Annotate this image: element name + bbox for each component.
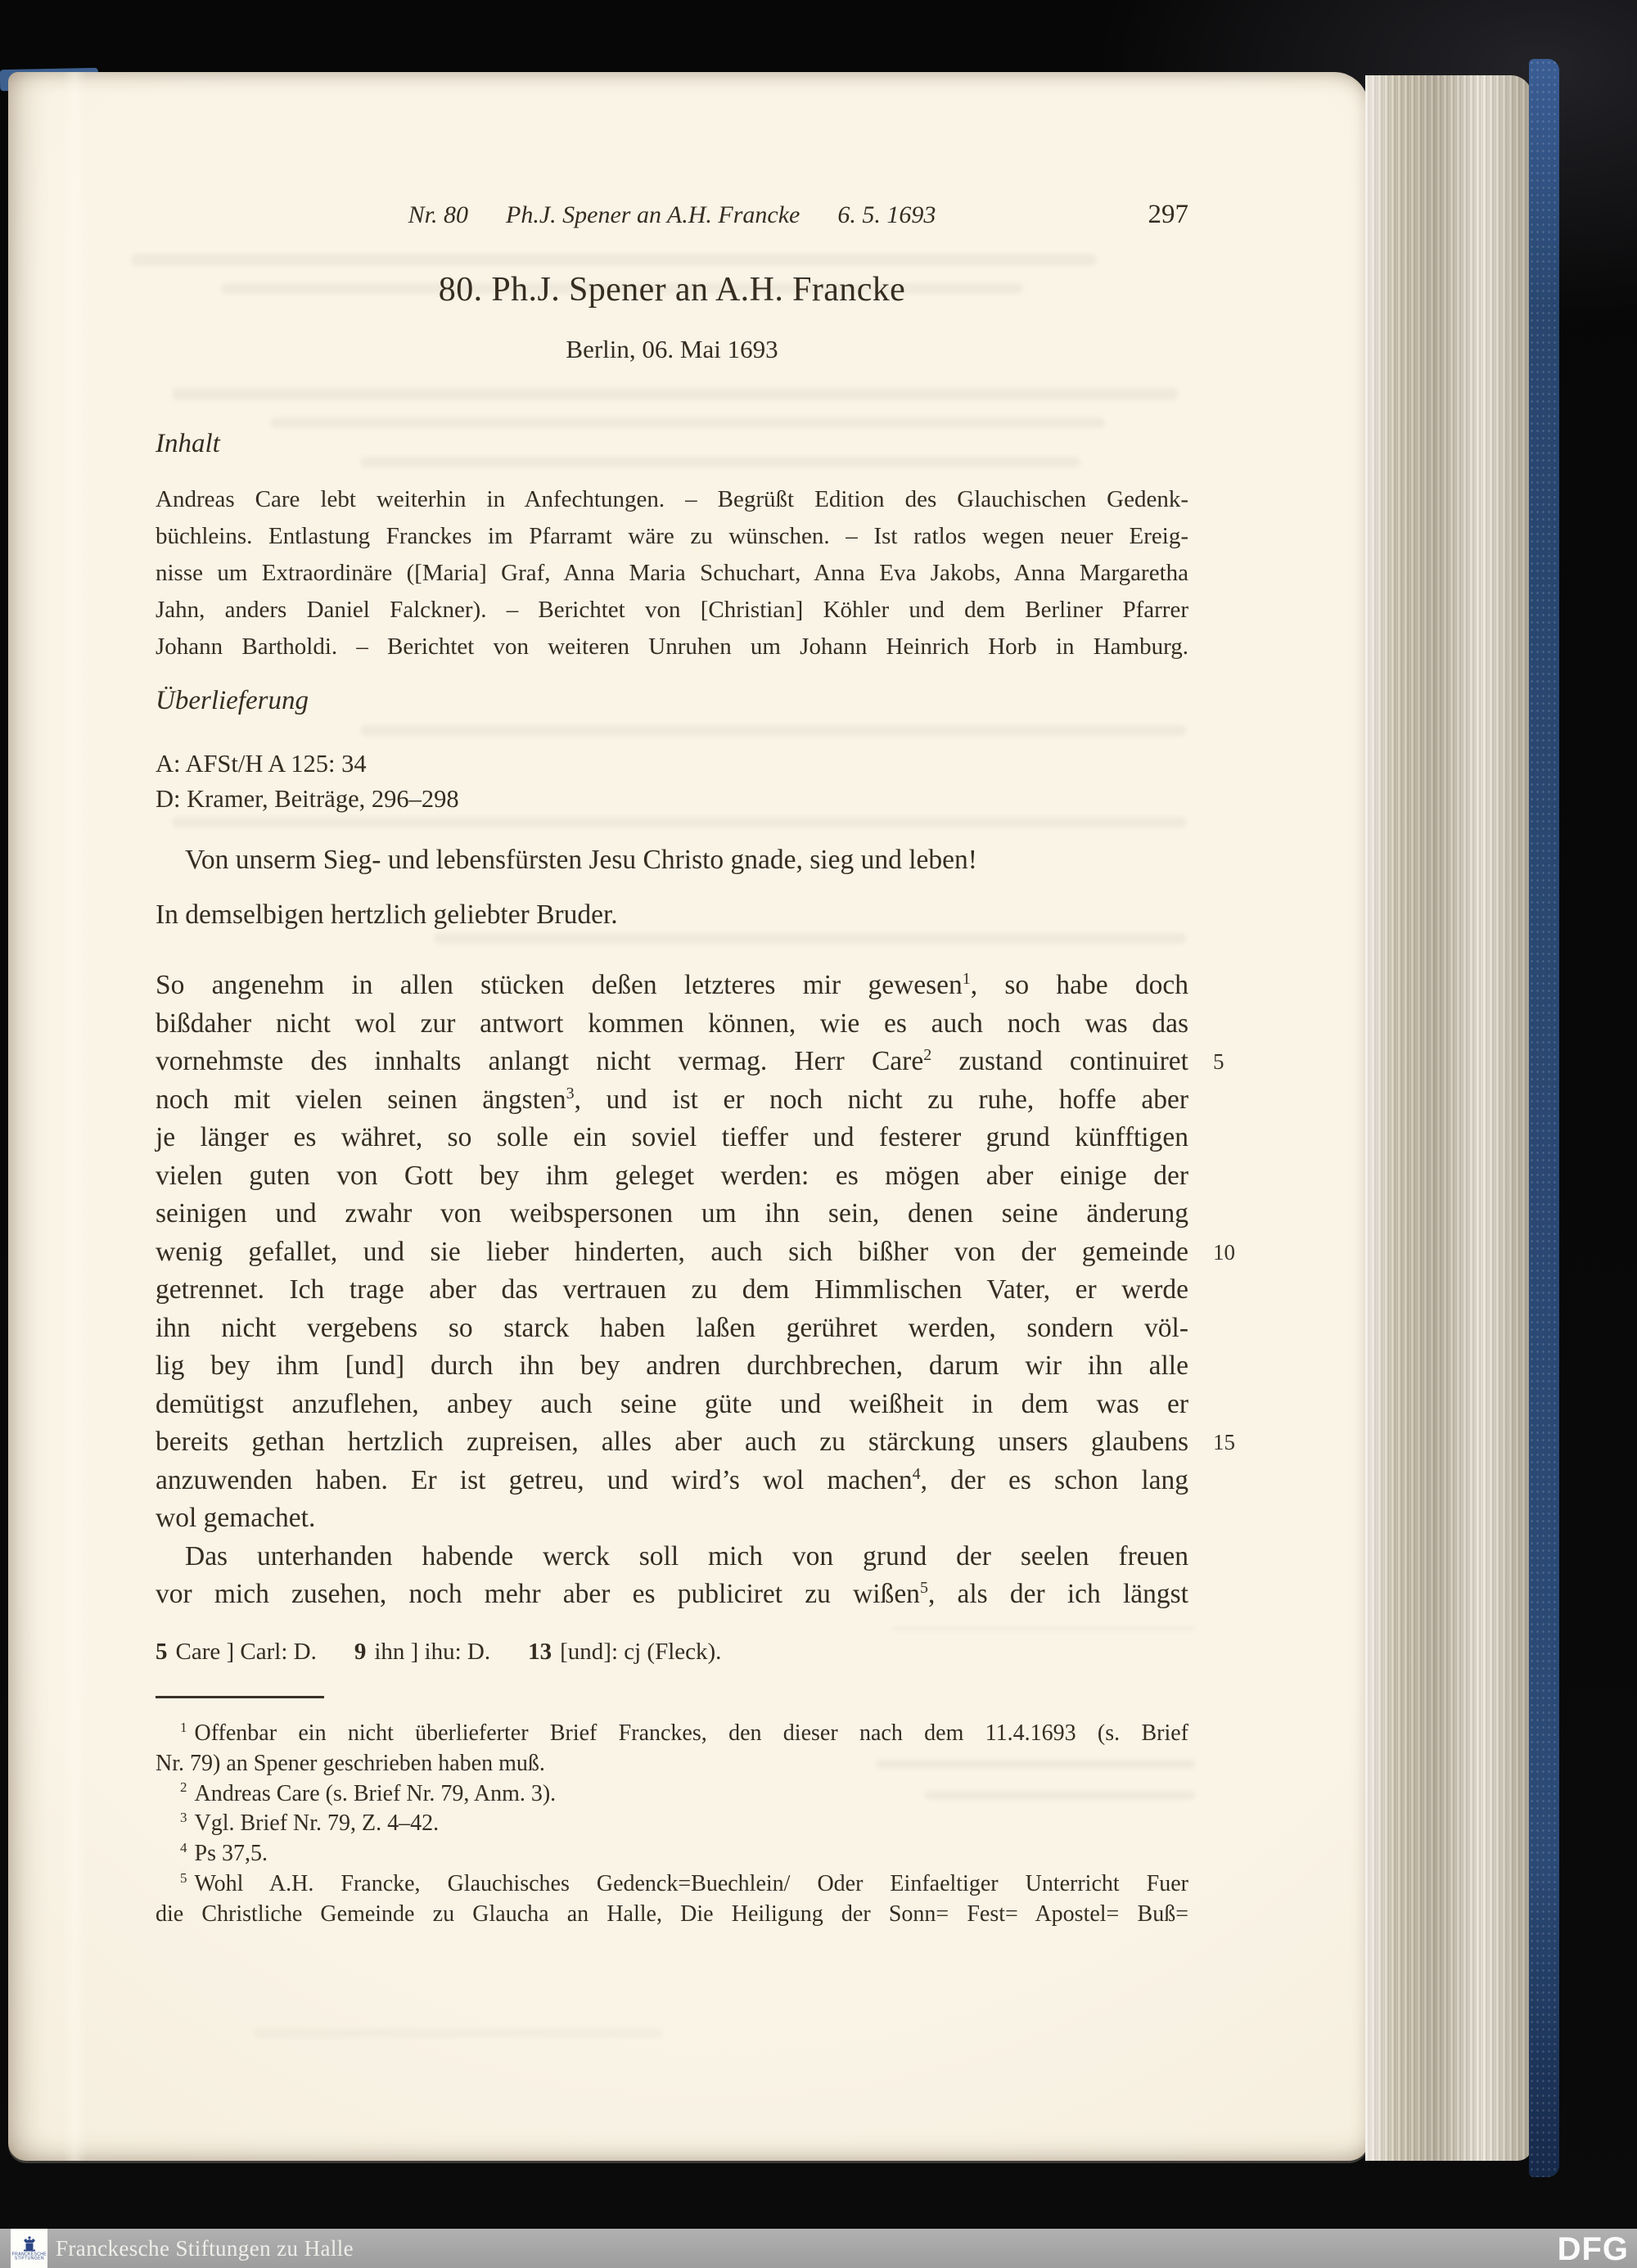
body-text-line: wol gemachet.	[156, 1503, 316, 1533]
footnote-line: $^1$ Offenbar ein nicht überlieferter Brief Franckes, den dieser nach dem 11.4.1693 (s. Brief	[180, 1719, 1188, 1746]
body-text-line: Das unterhanden habende werck soll mich von grund der seelen freuen	[185, 1540, 1188, 1571]
inhalt-line: Andreas Care lebt weiterhin in Anfechtungen. – Begrüßt Edition des Glauchischen Gedenk-	[156, 486, 1188, 512]
body-text-line: bißdaher nicht wol zur antwort kommen können, wie es auch noch was das	[156, 1008, 1188, 1039]
inhalt-line: nisse um Extraordinäre ([Maria] Graf, Anna Maria Schuchart, Anna Eva Jakobs, Anna Margaretha	[156, 560, 1188, 586]
bleed-through-line	[892, 1627, 1195, 1630]
running-head-date: 6. 5. 1693	[837, 201, 936, 228]
bleed-through-line	[360, 725, 1187, 736]
footnote-line: die Christliche Gemeinde zu Glaucha an Halle, Die Heiligung der Sonn= Fest= Apostel= Buß=	[156, 1901, 1188, 1927]
transmission-line: A: AFSt/H A 125: 34	[156, 750, 367, 778]
apparatus-line	[156, 1639, 1188, 1666]
dfg-logo: DFG	[1557, 2231, 1629, 2267]
bleed-through-line	[434, 933, 1187, 944]
logo-caption-line2: STIFTUNGEN	[14, 2257, 44, 2261]
body-text-line: noch mit vielen seinen ängsten$^3$, und ist er noch nicht zu ruhe, hoffe aber	[156, 1084, 1188, 1115]
body-text-line: anzuwenden haben. Er ist getreu, und wird’s wol machen$^4$, der es schon lang	[156, 1464, 1189, 1495]
viewer-bottom-bar	[0, 2229, 1637, 2268]
bleed-through-line	[131, 254, 1097, 266]
bleed-through-line	[172, 388, 1179, 400]
body-text-line: demütigst anzuflehen, anbey auch seine güte und weißheit in dem was er	[156, 1388, 1188, 1419]
book-cover	[1529, 59, 1559, 2177]
body-text-line: vor mich zusehen, noch mehr aber es publiciret zu wißen$^5$, als der ich längst	[156, 1578, 1188, 1609]
running-head-letter-number: Nr. 80	[408, 201, 468, 228]
page-number: 297	[1148, 200, 1188, 229]
franckesche-stiftungen-logo	[11, 2229, 47, 2268]
transmission-list	[156, 746, 1188, 817]
margin-line-number: 5	[1213, 1049, 1224, 1074]
salutation-line: Von unserm Sieg- und lebensfürsten Jesu Christo gnade, sieg und leben!	[185, 845, 977, 875]
bleed-through-line	[360, 457, 1080, 467]
logo-caption	[11, 2252, 46, 2261]
institution-label: Franckesche Stiftungen zu Halle	[56, 2236, 354, 2261]
body-text-line: vielen guten von Gott bey ihm geleget werden: es mögen aber einige der	[156, 1160, 1188, 1191]
body-text-line: bereits gethan hertzlich zupreisen, alles aber auch zu stärckung unsers glaubens	[156, 1427, 1188, 1457]
apparatus-entry: 13 [und]: cj (Fleck).	[528, 1639, 722, 1665]
letter-heading: 80. Ph.J. Spener an A.H. Francke	[438, 271, 906, 309]
body-text-line: seinigen und zwahr von weibspersonen um ihn sein, denen seine änderung	[156, 1198, 1188, 1229]
book-fore-edge	[1365, 75, 1532, 2161]
running-head-row	[156, 201, 1188, 236]
bleed-through-line	[270, 417, 1105, 428]
footnote-line: $^2$ Andreas Care (s. Brief Nr. 79, Anm. 3).	[180, 1779, 557, 1806]
body-text-line: lig bey ihm [und] durch ihn bey andren durchbrechen, darum wir ihn alle	[156, 1350, 1188, 1381]
running-head-title: Ph.J. Spener an A.H. Francke	[506, 201, 800, 228]
bleed-through-line	[254, 2028, 663, 2038]
inhalt-section-label: Inhalt	[156, 429, 220, 458]
footnote-line: $^3$ Vgl. Brief Nr. 79, Z. 4–42.	[180, 1810, 440, 1837]
apparatus-entry: 9 ihn ] ihu: D.	[354, 1639, 491, 1665]
stiftungen-emblem-icon	[21, 2235, 38, 2252]
salutation-line: In demselbigen hertzlich geliebter Bruder.	[156, 900, 618, 930]
running-head	[156, 201, 1188, 229]
letter-dateline: Berlin, 06. Mai 1693	[566, 335, 778, 363]
body-text-line: ihn nicht vergebens so starck haben laßen gerühret werden, sondern völ-	[156, 1312, 1188, 1343]
inhalt-line: büchleins. Entlastung Franckes im Pfarramt wäre zu wünschen. – Ist ratlos wegen neuer Ereig-	[156, 523, 1188, 549]
letter-body	[156, 967, 1188, 1614]
body-text-line: vornehmste des innhalts anlangt nicht vermag. Herr Care$^2$ zustand continuiret	[156, 1045, 1188, 1076]
apparatus-entry: 5 Care ] Carl: D.	[156, 1639, 317, 1665]
margin-line-number: 15	[1213, 1430, 1235, 1454]
logo-caption-line1: FRANCKESCHE	[11, 2252, 47, 2257]
footnote-line: $^4$ Ps 37,5.	[180, 1839, 268, 1867]
body-text-line: wenig gefallet, und sie lieber hinderten, auch sich bißher von der gemeinde	[156, 1236, 1188, 1267]
footnotes	[156, 1719, 1188, 1930]
inhalt-line: Jahn, anders Daniel Falckner). – Berichtet von [Christian] Köhler und dem Berliner Pfarrer	[156, 597, 1188, 623]
footnote-separator-rule	[156, 1696, 324, 1698]
bleed-through-line	[172, 817, 1187, 827]
inhalt-line: Johann Bartholdi. – Berichtet von weiteren Unruhen um Johann Heinrich Horb in Hamburg.	[156, 634, 1188, 660]
margin-line-number: 10	[1213, 1239, 1235, 1265]
body-text-line: getrennet. Ich trage aber das vertrauen zu dem Himmlischen Vater, er werde	[156, 1274, 1188, 1305]
body-text-line: So angenehm in allen stücken deßen letzteres mir gewesen$^1$, so habe doch	[156, 969, 1188, 1000]
body-text-line: je länger es währet, so solle ein soviel tieffer und festerer grund künfftigen	[156, 1122, 1188, 1152]
book-page	[8, 72, 1369, 2161]
transmission-line: D: Kramer, Beiträge, 296–298	[156, 785, 459, 813]
footnote-line: Nr. 79) an Spener geschrieben haben muß.	[156, 1750, 545, 1776]
inhalt-summary	[156, 481, 1188, 665]
ueberlieferung-section-label: Überlieferung	[156, 686, 309, 715]
footnote-line: $^5$ Wohl A.H. Francke, Glauchisches Gedenck=Buechlein/ Oder Einfaeltiger Unterricht Fuer	[180, 1869, 1188, 1896]
